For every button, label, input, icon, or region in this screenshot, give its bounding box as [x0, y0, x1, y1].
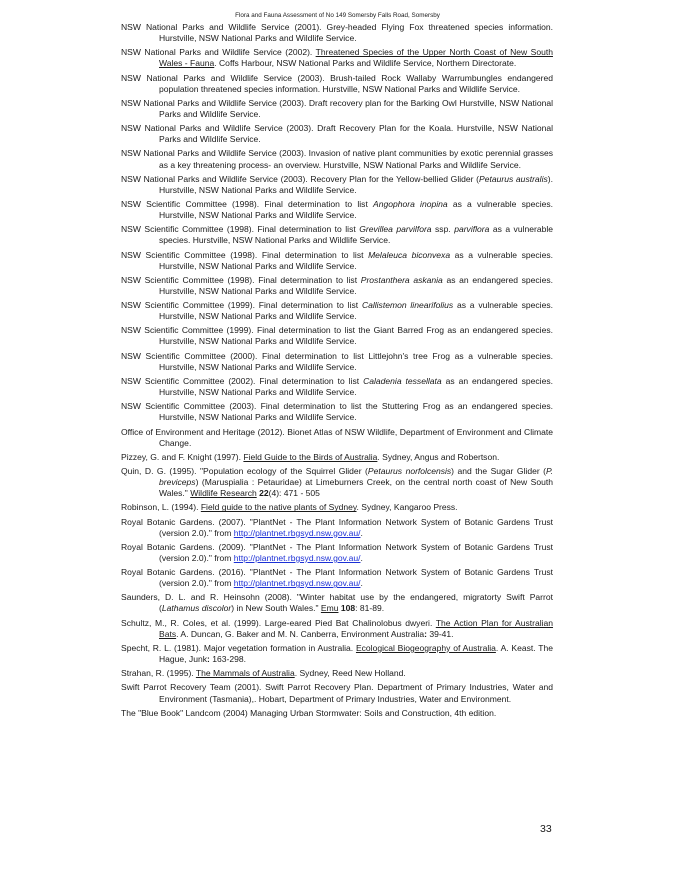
reference-text: NSW National Parks and Wildlife Service (2003). Brush-tailed Rock Wallaby Warrumbungles endangered population threatened species information. Hurstville, NSW National Parks and Wildlife Service. [121, 72, 553, 94]
reference-entry [121, 517, 553, 539]
reference-text: Specht, R. L. (1981). Major vegetation formation in Australia. [121, 642, 356, 653]
underlined-title: Wildlife Research [190, 488, 257, 499]
reference-text: NSW National Parks and Wildlife Service (2003). Recovery Plan for the Yellow-bellied Glider ( [121, 173, 480, 184]
reference-text: . A. Duncan, G. Baker and M. N. Canberra, Environment Australia [176, 628, 425, 639]
reference-entry [121, 148, 553, 170]
reference-text: Robinson, L. (1994). [121, 502, 201, 513]
reference-text: NSW Scientific Committee (2003). Final determination to list the Stuttering Frog as an endangered species. Hurstville, NSW National Parks and Wildlife Service. [121, 401, 553, 423]
reference-entry [121, 542, 553, 564]
reference-text: as a vulnerable species. Hurstville, NSW National Parks and Wildlife Service. [159, 249, 553, 271]
italic-text: Angophora inopina [373, 198, 448, 209]
reference-entry [121, 351, 553, 373]
reference-text: NSW Scientific Committee (1998). Final determination to list [121, 198, 374, 209]
reference-text: . Sydney, Angus and Robertson. [377, 451, 500, 462]
bold-text: 22 [259, 488, 269, 499]
reference-entry [121, 682, 553, 704]
reference-entry [121, 98, 553, 120]
reference-text: . Sydney, Kangaroo Press. [356, 502, 458, 513]
underlined-title: Emu [320, 603, 339, 614]
reference-entry [121, 592, 553, 614]
reference-text: Royal Botanic Gardens. (2016). "PlantNet - The Plant Information Network System of Botanic Gardens Trust (version 2.0)." from [121, 567, 553, 589]
page-number: 33 [540, 823, 552, 835]
reference-list [121, 22, 553, 722]
reference-text: Royal Botanic Gardens. (2009). "PlantNet - The Plant Information Network System of Botanic Gardens Trust (version 2.0)." from [121, 541, 553, 563]
reference-text: 39-41. [426, 628, 454, 639]
underlined-title: Field guide to the native plants of Sydney [200, 502, 357, 513]
reference-text: NSW Scientific Committee (2000). Final determination to list Littlejohn's tree Frog as a vulnerable species. Hurstville, NSW National Parks and Wildlife Service. [121, 350, 553, 372]
reference-text: NSW National Parks and Wildlife Service (2003). Invasion of native plant communities by exotic perennial grasses as a key threatening process- an overview. Hurstville, NSW National Parks and Wildlife Service. [121, 148, 553, 170]
reference-entry [121, 300, 553, 322]
reference-entry [121, 466, 553, 499]
reference-entry [121, 401, 553, 423]
reference-text: as a vulnerable species. Hurstville, NSW National Parks and Wildlife Service. [159, 224, 553, 246]
italic-text: P. breviceps [159, 465, 553, 488]
reference-entry [121, 224, 553, 246]
italic-text: Petaurus norfolcensis [367, 465, 452, 476]
bold-text: 108 [340, 603, 356, 614]
reference-entry [121, 567, 553, 589]
italic-text: Petaurus australis [479, 173, 548, 184]
reference-text: as a vulnerable species. Hurstville, NSW National Parks and Wildlife Service. [159, 300, 553, 322]
plantnet-link[interactable]: http://plantnet.rbgsyd.nsw.gov.au/ [233, 552, 361, 563]
reference-text: Royal Botanic Gardens. (2007). "PlantNet - The Plant Information Network System of Botanic Gardens Trust (version 2.0)." from [121, 516, 553, 538]
reference-text: NSW Scientific Committee (1998). Final determination to list [121, 274, 361, 285]
reference-text: ssp. [431, 224, 455, 235]
reference-text: 163-298. [209, 654, 246, 665]
reference-entry [121, 427, 553, 449]
reference-text: NSW National Parks and Wildlife Service (2003). Draft recovery plan for the Barking Owl Hurstville, NSW National Parks and Wildlife Service. [121, 97, 553, 119]
underlined-title: The Action Plan for Australian Bats [159, 617, 554, 639]
reference-text: The "Blue Book" Landcom (2004) Managing Urban Stormwater: Soils and Construction, 4th edition. [121, 707, 497, 718]
reference-text: Office of Environment and Heritage (2012). Bionet Atlas of NSW Wildlife, Department of Environment and Climate Change. [121, 426, 553, 448]
bold-text: : [424, 628, 427, 639]
reference-entry [121, 199, 553, 221]
reference-entry [121, 502, 553, 513]
reference-text: ) in New South Wales." [231, 603, 321, 614]
reference-text: . [360, 552, 363, 563]
reference-text: Pizzey, G. and F. Knight (1997). [121, 451, 244, 462]
italic-text: Caladenia tessellata [363, 375, 442, 386]
reference-entry [121, 123, 553, 145]
reference-text: NSW Scientific Committee (1999). Final determination to list the Giant Barred Frog as an endangered species. Hurstville, NSW National Parks and Wildlife Service. [121, 325, 553, 347]
reference-entry [121, 275, 553, 297]
italic-text: Grevillea parvilfora [359, 224, 432, 235]
reference-text: Schultz, M., R. Coles, et al. (1999). Large-eared Pied Bat Chalinolobus dwyeri. [121, 617, 436, 628]
reference-text: ) (Maruspialia : Petauridae) at Limeburners Creek, on the central north coast of New South Wales." [159, 477, 553, 499]
reference-text: NSW Scientific Committee (1999). Final determination to list [121, 300, 362, 311]
underlined-title: Threatened Species of the Upper North Coast of New South Wales - Fauna [159, 47, 553, 69]
underlined-title: The Mammals of Australia [195, 668, 295, 679]
reference-entry [121, 250, 553, 272]
italic-text: Callistemon linearifolius [361, 300, 454, 311]
reference-text: NSW National Parks and Wildlife Service (2001). Grey-headed Flying Fox threatened species information. Hurstville, NSW National Parks and Wildlife Service. [121, 22, 553, 44]
reference-text: as an endangered species. Hurstville, NSW National Parks and Wildlife Service. [159, 375, 553, 398]
reference-text: . [360, 578, 363, 589]
reference-text: as a vulnerable species. Hurstville, NSW National Parks and Wildlife Service. [159, 198, 553, 221]
reference-text: : 81-89. [355, 603, 385, 614]
underlined-title: Ecological Biogeography of Australia [355, 642, 496, 653]
reference-text: ) and the Sugar Glider ( [451, 465, 547, 476]
reference-text: . Sydney, Reed New Holland. [294, 668, 406, 679]
reference-text: NSW Scientific Committee (1998). Final determination to list [121, 249, 369, 260]
reference-text: ). Hurstville, NSW National Parks and Wildlife Service. [159, 173, 553, 195]
reference-entry [121, 668, 553, 679]
reference-entry [121, 618, 553, 640]
reference-text: as an endangered species. Hurstville, NSW National Parks and Wildlife Service. [159, 274, 553, 296]
reference-entry [121, 376, 553, 398]
reference-entry [121, 22, 553, 44]
italic-text: Prostanthera askania [360, 274, 443, 285]
bold-text: : [207, 654, 210, 665]
reference-text: (4): 471 - 505 [268, 488, 320, 499]
reference-text: . Coffs Harbour, NSW National Parks and Wildlife Service, Northern Directorate. [214, 58, 517, 69]
reference-entry [121, 73, 553, 95]
reference-text: Swift Parrot Recovery Team (2001). Swift Parrot Recovery Plan. Department of Primary Industries, Water and Environment (Tasmania),. Hobart, Department of Primary Industries, Water and Environment. [121, 682, 553, 704]
reference-entry [121, 174, 553, 196]
reference-text: Quin, D. G. (1995). "Population ecology of the Squirrel Glider ( [121, 465, 368, 476]
reference-text: NSW National Parks and Wildlife Service (2003). Draft Recovery Plan for the Koala. Hurstville, NSW National Parks and Wildlife Service. [121, 123, 553, 145]
reference-text: . [360, 527, 363, 538]
reference-entry [121, 708, 553, 719]
reference-entry [121, 452, 553, 463]
reference-text: NSW Scientific Committee (1998). Final determination to list [121, 224, 360, 235]
reference-text: Saunders, D. L. and R. Heinsohn (2008). "Winter habitat use by the endangered, migratorty Swift Parrot ( [121, 592, 553, 614]
italic-text: Melaleuca biconvexa [368, 249, 451, 260]
underlined-title: Field Guide to the Birds of Australia [243, 451, 378, 462]
italic-text: parviflora [454, 224, 490, 235]
reference-text: Strahan, R. (1995). [121, 668, 196, 679]
italic-text: Lathamus discolor [161, 603, 232, 614]
plantnet-link[interactable]: http://plantnet.rbgsyd.nsw.gov.au/ [233, 578, 361, 589]
running-header: Flora and Fauna Assessment of No 149 Somersby Falls Road, Somersby [235, 12, 440, 19]
plantnet-link[interactable]: http://plantnet.rbgsyd.nsw.gov.au/ [233, 527, 361, 538]
reference-text: NSW Scientific Committee (2002). Final determination to list [121, 375, 364, 386]
reference-text: NSW National Parks and Wildlife Service (2002). [121, 47, 316, 58]
reference-text: . A. Keast. The Hague, Junk [159, 642, 553, 665]
reference-entry [121, 643, 553, 665]
reference-entry [121, 47, 553, 69]
reference-entry [121, 325, 553, 347]
